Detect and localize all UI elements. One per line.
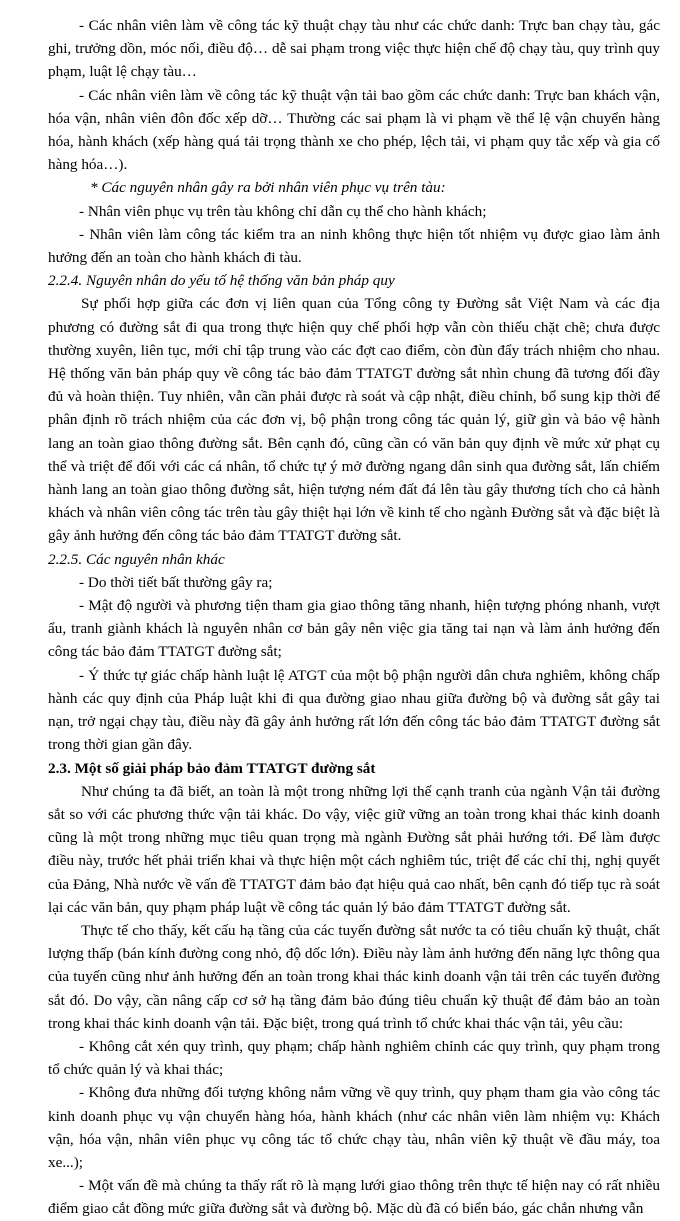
paragraph-staff-transport-technical: - Các nhân viên làm về công tác kỹ thuật vận tải bao gồm các chức danh: Trực ban khách vận, hóa vận, nhân viên đôn đốc xếp dỡ… Thường các sai phạm là vi phạm về thể lệ vận chuyển hàng hóa, hành khách (xếp hàng quá tải trọng thành xe cho phép, lệch tải, vi phạm quy tắc xếp và gia cố hàng hóa…). [48, 86, 660, 174]
paragraph-requirement-no-shortcuts: - Không cắt xén quy trình, quy phạm; chấp hành nghiêm chỉnh các quy trình, quy phạm trong tổ chức quản lý và khai thác; [48, 1037, 660, 1079]
heading-2-2-4: 2.2.4. Nguyên nhân do yếu tố hệ thống văn bản pháp quy [48, 272, 395, 290]
paragraph-level-crossings: - Một vấn đề mà chúng ta thấy rất rõ là mạng lưới giao thông trên thực tế hiện nay có rất nhiều điểm giao cắt đồng mức giữa đường sắt và đường bộ. Mặc dù đã có biển báo, gác chắn nhưng vẫn [48, 1177, 660, 1218]
paragraph-security-check-staff: - Nhân viên làm công tác kiểm tra an ninh không thực hiện tốt nhiệm vụ được giao làm ảnh hưởng đến an toàn cho hành khách đi tàu. [48, 225, 660, 267]
heading-2-2-5: 2.2.5. Các nguyên nhân khác [48, 550, 225, 568]
paragraph-onboard-no-guidance: - Nhân viên phục vụ trên tàu không chỉ dẫn cụ thể cho hành khách; [79, 202, 487, 220]
paragraph-safety-competitive-advantage: Như chúng ta đã biết, an toàn là một trong những lợi thế cạnh tranh của ngành Vận tải đường sắt so với các phương thức vận tải khác. Do vậy, việc giữ vững an toàn trong khai thác kinh doanh cũng là một trong những mục tiêu quan trọng mà ngành Đường sắt phải hướng tới. Để làm được điều này, trước hết phải triển khai và thực hiện một cách nghiêm túc, triệt để các chỉ thị, nghị quyết của Đảng, Nhà nước về vấn đề TTATGT đảm bảo đạt hiệu quả cao nhất, bên cạnh đó tiếp tục rà soát lại các văn bản, quy phạm pháp luật về công tác quản lý bảo đảm TTATGT đường sắt. [48, 782, 660, 916]
paragraph-cause-weather: - Do thời tiết bất thường gây ra; [79, 573, 273, 591]
paragraph-staff-train-technical: - Các nhân viên làm về công tác kỹ thuật chạy tàu như các chức danh: Trực ban chạy tàu, gác ghi, trưởng dồn, móc nối, điều độ… dễ sai phạm trong việc thực hiện chế độ chạy tàu, quy trình quy phạm, luật lệ chạy tàu… [48, 17, 660, 81]
heading-2-3: 2.3. Một số giải pháp bảo đảm TTATGT đường sắt [48, 759, 376, 777]
paragraph-cause-public-awareness: - Ý thức tự giác chấp hành luật lệ ATGT của một bộ phận người dân chưa nghiêm, không chấp hành các quy định của Pháp luật khi đi qua đường giao nhau giữa đường bộ và đường sắt gây tai nạn, trở ngại chạy tàu, điều này đã gây ảnh hưởng rất lớn đến công tác bảo đảm TTATGT đường sắt trong thời gian gần đây. [48, 666, 660, 754]
document-body [48, 14, 660, 1221]
paragraph-requirement-qualified-staff: - Không đưa những đối tượng không nắm vững về quy trình, quy phạm tham gia vào công tác kinh doanh phục vụ vận chuyển hàng hóa, hành khách (như các nhân viên làm nhiệm vụ: Khách vận, hóa vận, nhân viên phục vụ công tác tổ chức chạy tàu, nhân viên kỹ thuật về đầu máy, toa xe...); [48, 1084, 660, 1171]
paragraph-cause-traffic-density: - Mật độ người và phương tiện tham gia giao thông tăng nhanh, hiện tượng phóng nhanh, vượt ẩu, tranh giành khách là nguyên nhân cơ bản gây nên việc gia tăng tai nạn và làm ảnh hưởng đến công tác bảo đảm TTATGT đường sắt; [48, 597, 660, 661]
subheading-onboard-staff-causes: * Các nguyên nhân gây ra bởi nhân viên phục vụ trên tàu: [90, 179, 446, 197]
paragraph-legal-document-system: Sự phối hợp giữa các đơn vị liên quan của Tổng công ty Đường sắt Việt Nam và các địa phương có đường sắt đi qua trong thực hiện quy chế phối hợp vẫn còn thiếu chặt chẽ; chưa được thường xuyên, liên tục, mới chỉ tập trung vào các đợt cao điểm, còn đùn đẩy trách nhiệm cho nhau. Hệ thống văn bản pháp quy về công tác bảo đảm TTATGT đường sắt nhìn chung đã tương đối đầy đủ và hoàn thiện. Tuy nhiên, vẫn cần phải được rà soát và cập nhật, điều chỉnh, bổ sung kịp thời để phân định rõ trách nhiệm của các đơn vị, bộ phận trong công tác quản lý, giữ gìn và bảo vệ hành lang an toàn giao thông đường sắt. Bên cạnh đó, cũng cần có văn bản quy định về mức xử phạt cụ thể và triệt để đối với các cá nhân, tổ chức tự ý mở đường ngang dân sinh qua đường sắt, lấn chiếm hành lang an toàn giao thông đường sắt, hiện tượng ném đất đá lên tàu gây thương tích cho cả hành khách và nhân viên công tác trên tàu gây thiệt hại lớn về kinh tế cho ngành Đường sắt và đặc biệt là gây ảnh hưởng đến công tác bảo đảm TTATGT đường sắt. [48, 295, 660, 545]
paragraph-infrastructure-quality: Thực tế cho thấy, kết cấu hạ tầng của các tuyến đường sắt nước ta có tiêu chuẩn kỹ thuật, chất lượng thấp (bán kính đường cong nhỏ, độ dốc lớn). Điều này làm ảnh hưởng đến năng lực thông qua của tuyến cũng như ảnh hưởng đến an toàn trong khai thác kinh doanh vận tải trên các tuyến đường sắt đó. Do vậy, cần nâng cấp cơ sở hạ tầng đảm bảo đúng tiêu chuẩn kỹ thuật để đảm bảo an toàn trong khai thác kinh doanh vận tải. Đặc biệt, trong quá trình tổ chức khai thác vận tải, yêu cầu: [48, 921, 660, 1032]
